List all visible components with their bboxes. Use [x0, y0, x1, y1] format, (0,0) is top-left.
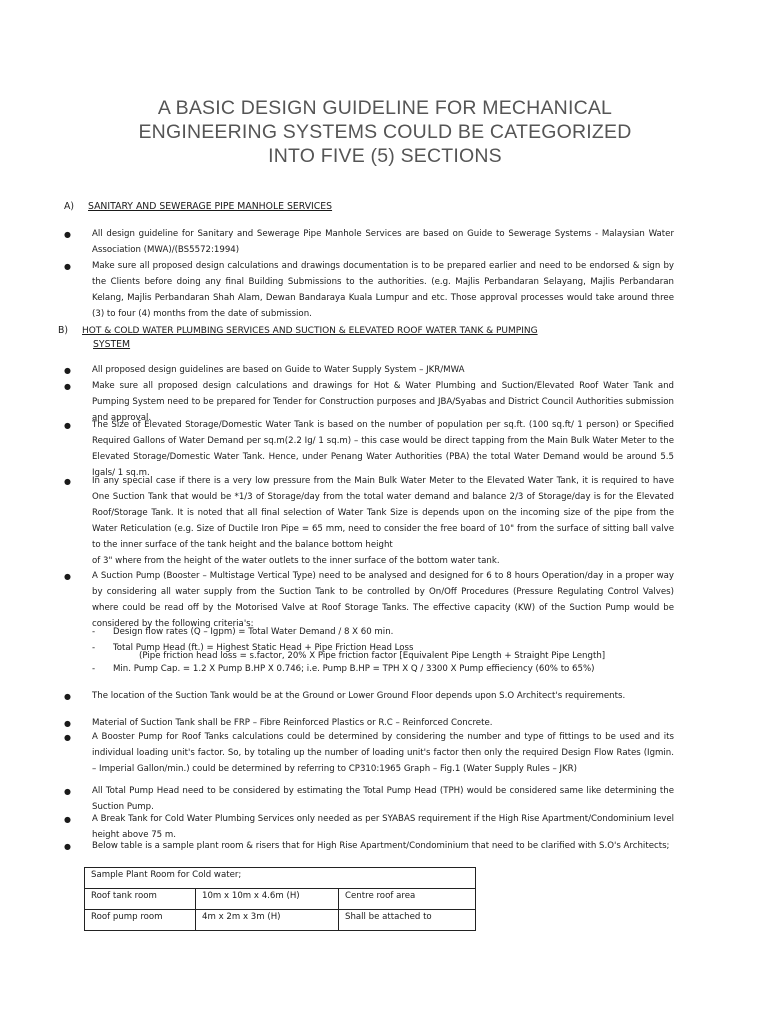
- criteria-item-4: Min. Pump Cap. = 1.2 X Pump B.HP X 0.746; i.e. Pump B.HP = TPH X Q / 3300 X Pump effieciency (60% to 65%): [113, 664, 595, 674]
- criteria-item-1: Design flow rates (Q – Igpm) = Total Water Demand / 8 X 60 min.: [113, 627, 394, 637]
- bullet-icon: ●: [64, 719, 71, 728]
- document-title: [60, 96, 710, 168]
- bullet-icon: ●: [64, 262, 71, 271]
- bullet-icon: ●: [64, 421, 71, 430]
- criteria-dash: -: [92, 664, 96, 674]
- section-b-bullet-11: ● Below table is a sample plant room & risers that for High Rise Apartment/Condominium that need to be clarified with S.O's Architects;: [92, 839, 674, 855]
- bullet-icon: ●: [64, 842, 71, 851]
- bullet-icon: ●: [64, 787, 71, 796]
- title-line-1: A BASIC DESIGN GUIDELINE FOR MECHANICAL: [157, 97, 613, 119]
- bullet-icon: ●: [64, 366, 71, 375]
- section-a-bullet-1: ● All design guideline for Sanitary and Sewerage Pipe Manhole Services are based on Guide to Sewerage Systems - Malaysian Water Association (MWA)/(BS5572:1994): [64, 229, 674, 255]
- plant-room-table: [84, 867, 476, 931]
- section-a-bullet-2: ● Make sure all proposed design calculations and drawings documentation is to be prepared earlier and need to be endorsed & sign by the Clients before doing any final Building Submissions to the authorities. (e.g. Majlis Perbandaran Selayang, Majlis Perbandaran Kelang, Majlis Perbandaran Shah Alam, Dewan Bandaraya Kuala Lumpur and etc. Those approval processes would take around three (3) to four (4) months from the date of submission.: [64, 261, 674, 319]
- section-b-title-line-2: SYSTEM: [93, 339, 131, 350]
- table-cell: 4m x 2m x 3m (H): [196, 910, 339, 931]
- table-cell: 10m x 10m x 4.6m (H): [196, 889, 339, 910]
- title-line-3: INTO FIVE (5) SECTIONS: [268, 145, 502, 167]
- section-b-label: B): [58, 325, 69, 336]
- criteria-item-3: (Pipe friction head loss = s.factor, 20% X Pipe friction factor [Equivalent Pipe Length + Straight Pipe Length]: [139, 651, 606, 661]
- section-b-bullet-8: ● A Booster Pump for Roof Tanks calculations could be determined by considering the number and type of fittings to be used and its individual loading unit's factor. So, by totaling up the number of loading unit's factor then only the required Design Flow Rates (Igmin. – Imperial Gallon/min.) could be determined by referring to CP310:1965 Graph – Fig.1 (Water Supply Rules – JKR): [64, 732, 674, 774]
- section-b-bullet-10: ● A Break Tank for Cold Water Plumbing Services only needed as per SYABAS requirement if the High Rise Apartment/Condominium level height above 75 m.: [64, 814, 674, 840]
- table-row: [85, 910, 476, 931]
- table-cell: Roof tank room: [85, 889, 196, 910]
- section-b-bullet-5: ● A Suction Pump (Booster – Multistage Vertical Type) need to be analysed and designed for 6 to 8 hours Operation/day in a proper way by considering all water supply from the Suction Tank to be controlled by On/Off Procedures (Pressure Regulating Control Valves) where could be read off by the Motorised Valve at Roof Storage Tanks. The effective capacity (KW) of the Suction Pump would be considered by the following criteria's:: [64, 571, 674, 629]
- table-caption-row: [85, 868, 476, 889]
- bullet-icon: ●: [64, 477, 71, 486]
- bullet-icon: ●: [64, 692, 71, 701]
- table-caption: Sample Plant Room for Cold water;: [85, 868, 476, 889]
- section-b-bullet-9: ● All Total Pump Head need to be considered by estimating the Total Pump Head (TPH) would be considered same like determining the Suction Pump.: [64, 786, 674, 812]
- section-b-bullet-7: ● Material of Suction Tank shall be FRP – Fibre Reinforced Plastics or R.C – Reinforced Concrete.: [92, 716, 674, 732]
- criteria-item-2: Total Pump Head (ft.) = Highest Static Head + Pipe Friction Head Loss: [113, 643, 414, 653]
- section-b-bullet-3: ● The Size of Elevated Storage/Domestic Water Tank is based on the number of population per sq.ft. (100 sq.ft/ 1 person) or Specified Required Gallons of Water Demand per sq.m(2.2 Ig/ 1 sq.m) – this case would be direct tapping from the Main Bulk Water Meter to the Elevated Storage/Domestic Water Tank. Hence, under Penang Water Authorities (PBA) the total Water Demand would be around 5.5 Igals/ 1 sq.m.: [64, 420, 674, 478]
- section-b-bullet-6: ● The location of the Suction Tank would be at the Ground or Lower Ground Floor depends upon S.O Architect's requirements.: [92, 689, 674, 705]
- tank-note: of 3" where from the height of the water outlets to the inner surface of the bottom water tank.: [92, 556, 500, 566]
- section-b-bullet-1: ● All proposed design guidelines are based on Guide to Water Supply System – JKR/MWA: [92, 363, 674, 379]
- bullet-icon: ●: [64, 382, 71, 391]
- section-b-bullet-4: ● In any special case if there is a very low pressure from the Main Bulk Water Meter to the Elevated Water Tank, it is required to have One Suction Tank that would be *1/3 of Storage/day from the total water demand and balance 2/3 of Storage/day is for the Elevated Roof/Storage Tank. It is noted that all final selection of Water Tank Size is depends upon on the incoming size of the pipe from the Water Reticulation (e.g. Size of Ductile Iron Pipe = 65 mm, need to consider the free board of 10" from the surface of sitting ball valve to the inner surface of the tank height and the balance bottom height: [64, 476, 674, 550]
- table-cell: Shall be attached to: [339, 910, 476, 931]
- section-b-bullet-2: ● Make sure all proposed design calculations and drawings for Hot & Water Plumbing and Suction/Elevated Roof Water Tank and Pumping System need to be prepared for Tender for Construction purposes and JBA/Syabas and District Council Authorities submission and approval.: [64, 381, 674, 423]
- section-a-title: SANITARY AND SEWERAGE PIPE MANHOLE SERVICES: [88, 201, 333, 212]
- table-row: [85, 889, 476, 910]
- section-a-label: A): [64, 201, 74, 212]
- bullet-icon: ●: [64, 572, 71, 581]
- title-line-2: ENGINEERING SYSTEMS COULD BE CATEGORIZED: [138, 121, 632, 143]
- table-cell: Roof pump room: [85, 910, 196, 931]
- table-cell: Centre roof area: [339, 889, 476, 910]
- bullet-icon: ●: [64, 815, 71, 824]
- section-b-title-line-1: HOT & COLD WATER PLUMBING SERVICES AND SUCTION & ELEVATED ROOF WATER TANK & PUMPING: [82, 326, 538, 336]
- criteria-dash: -: [92, 643, 96, 653]
- bullet-icon: ●: [64, 230, 71, 239]
- criteria-dash: -: [92, 627, 96, 637]
- bullet-icon: ●: [64, 733, 71, 742]
